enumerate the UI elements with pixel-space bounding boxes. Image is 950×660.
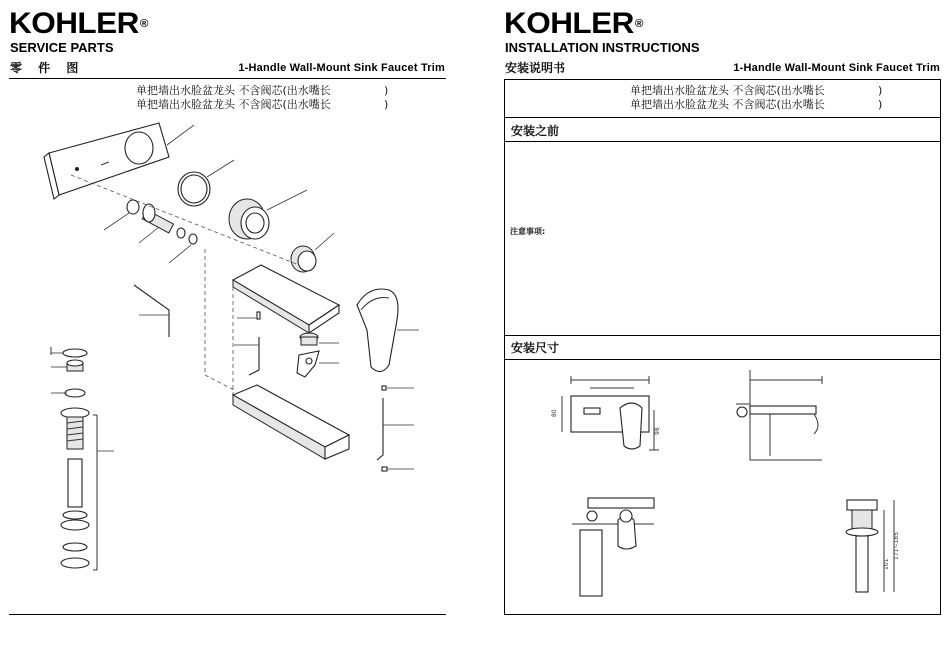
section-rule-3 (504, 335, 941, 336)
cartridge-adapter (297, 333, 319, 377)
notes-label: 注意事项: (510, 227, 546, 236)
handle-base (229, 199, 269, 239)
spout (233, 265, 339, 333)
plug (382, 467, 387, 471)
parts-diagram-label: 零 件 图 (10, 61, 85, 75)
hex-key (249, 337, 259, 375)
gasket-ring (178, 172, 210, 206)
desc-paren-1-left: ) (384, 84, 389, 97)
dimension-drawings (504, 360, 941, 614)
dim-height: 80 (551, 409, 558, 417)
drain-assembly (61, 349, 89, 568)
desc-paren-2-left: ) (384, 98, 389, 111)
wall-section-drawing (572, 498, 654, 596)
desc-line-1-right: 单把墙出水脸盆龙头 不含阀芯(出水嘴长 (630, 84, 825, 97)
desc-line-2-left: 单把墙出水脸盆龙头 不含阀芯(出水嘴长 (136, 98, 331, 111)
stem-adapter (127, 200, 185, 238)
trim-ring (291, 246, 316, 272)
section-before-install: 安装之前 (511, 124, 560, 138)
o-ring-small (189, 234, 197, 244)
desc-line-1-left: 单把墙出水脸盆龙头 不含阀芯(出水嘴长 (136, 84, 331, 97)
desc-line-2-right: 单把墙出水脸盆龙头 不含阀芯(出水嘴长 (630, 98, 825, 111)
product-title-left: 1-Handle Wall-Mount Sink Faucet Trim (238, 62, 445, 74)
spout-body (233, 385, 349, 459)
install-manual-label: 安装说明书 (505, 61, 566, 75)
section-rule-2 (504, 141, 941, 142)
dim-handle-height: 98 (654, 427, 661, 435)
installation-instructions-heading: INSTALLATION INSTRUCTIONS (505, 40, 700, 55)
dim-drain-range: 171~185 (893, 532, 900, 560)
desc-paren-2-right: ) (878, 98, 883, 111)
header-rule-left (9, 78, 446, 79)
drain-dimension-drawing (846, 500, 894, 592)
section-rule-1 (504, 117, 941, 118)
allen-wrench (134, 285, 169, 337)
small-screw-right (382, 386, 386, 390)
exploded-parts-diagram (9, 115, 446, 610)
service-parts-heading: SERVICE PARTS (10, 40, 114, 55)
escutcheon-plate (44, 123, 169, 199)
lever-handle (357, 289, 398, 372)
hex-key-long (377, 398, 383, 460)
set-screw (257, 312, 260, 319)
product-title-right: 1-Handle Wall-Mount Sink Faucet Trim (733, 62, 940, 74)
brand-text: KOHLER (9, 7, 139, 40)
side-view-drawing (736, 370, 822, 460)
kohler-logo-left: KOHLER® (9, 7, 148, 40)
kohler-logo-right: KOHLER® (504, 7, 643, 40)
footer-rule-left (9, 614, 446, 615)
front-view-drawing (562, 376, 659, 450)
section-install-dimensions: 安装尺寸 (511, 341, 560, 355)
dim-drain-depth: 101 (883, 558, 890, 570)
brand-text: KOHLER (504, 7, 634, 40)
desc-paren-1-right: ) (878, 84, 883, 97)
